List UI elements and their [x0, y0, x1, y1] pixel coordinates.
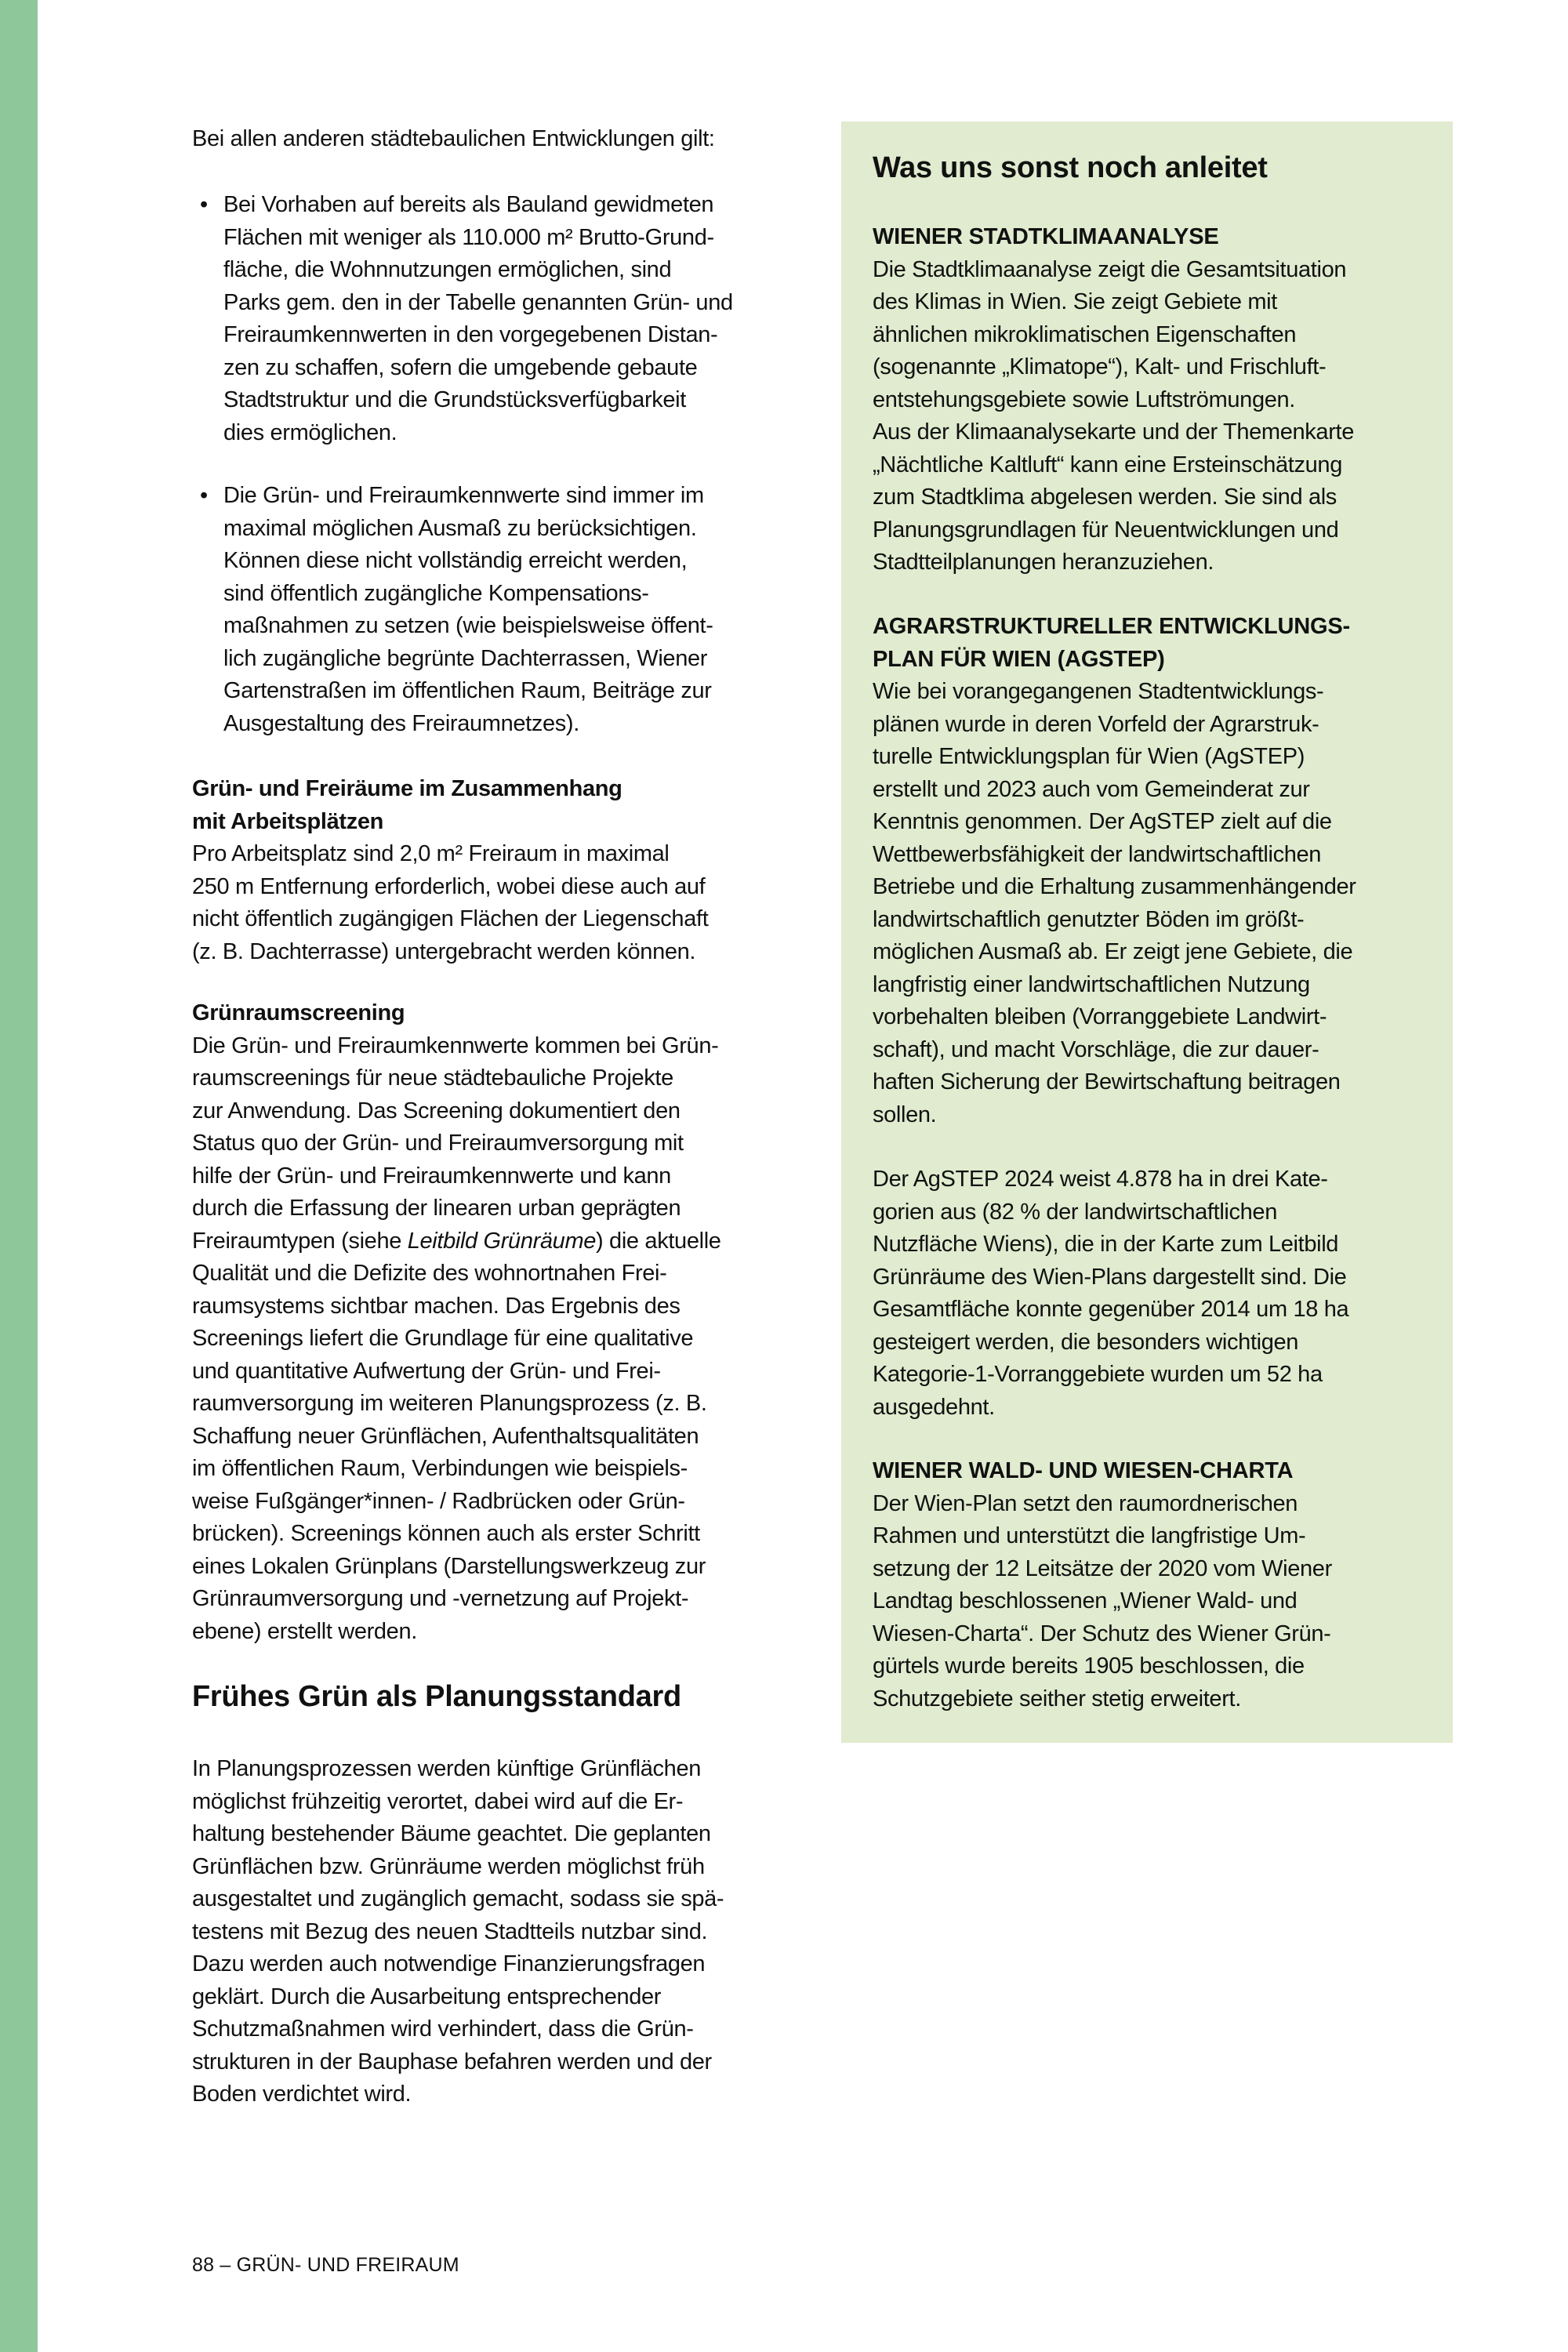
text-line: eines Lokalen Grünplans (Darstellungswerkzeug zur [192, 1553, 706, 1579]
section-title: Frühes Grün als Planungsstandard [192, 1680, 681, 1713]
text-line: Aus der Klimaanalysekarte und der Themenkarte [873, 419, 1354, 445]
text-line: erstellt und 2023 auch vom Gemeinderat zur [873, 776, 1310, 802]
bullet-icon: • [200, 192, 209, 217]
text-line: haften Sicherung der Bewirtschaftung beitragen [873, 1069, 1341, 1094]
text-line: raumversorgung im weiteren Planungsprozess (z. B. [192, 1391, 707, 1416]
text-line: zur Anwendung. Das Screening dokumentiert den [192, 1098, 681, 1123]
text-line: des Klimas in Wien. Sie zeigt Gebiete mit [873, 289, 1277, 314]
text-line: Schutzgebiete seither stetig erweitert. [873, 1686, 1241, 1711]
text-line: dies ermöglichen. [223, 419, 397, 445]
text-line: Der Wien-Plan setzt den raumordnerischen [873, 1490, 1298, 1516]
text-line: gorien aus (82 % der landwirtschaftlichen [873, 1199, 1277, 1225]
text-line: Die Grün- und Freiraumkennwerte sind immer im [223, 483, 704, 508]
text-line: ebene) erstellt werden. [192, 1618, 417, 1644]
text-line: sollen. [873, 1102, 937, 1127]
text-segment: Freiraumtypen (siehe [192, 1228, 408, 1254]
text-line: Dazu werden auch notwendige Finanzierungsfragen [192, 1951, 706, 1976]
text-line: Gesamtfläche konnte gegenüber 2014 um 18 ha [873, 1297, 1349, 1322]
italic-reference: Leitbild Grünräume [407, 1228, 597, 1254]
text-line: landwirtschaftlich genutzter Böden im größt- [873, 906, 1305, 932]
info-section-heading: WIENER STADTKLIMAANALYSE [873, 224, 1219, 249]
text-line: Rahmen und unterstützt die langfristige Um- [873, 1523, 1306, 1548]
text-line: Wettbewerbsfähigkeit der landwirtschaftlichen [873, 841, 1322, 867]
text-line: „Nächtliche Kaltluft“ kann eine Ersteinschätzung [873, 452, 1342, 477]
intro-text [192, 123, 715, 156]
text-line: zum Stadtklima abgelesen werden. Sie sind als [873, 485, 1337, 510]
text-line: Der AgSTEP 2024 weist 4.878 ha in drei Kate- [873, 1167, 1328, 1192]
intro-line: Bei allen anderen städtebaulichen Entwicklungen gilt: [192, 126, 715, 151]
text-line: Betriebe und die Erhaltung zusammenhängender [873, 874, 1356, 899]
info-section-stadtklima [873, 221, 1354, 579]
text-line: turelle Entwicklungsplan für Wien (AgSTEP) [873, 744, 1305, 769]
text-line: Pro Arbeitsplatz sind 2,0 m² Freiraum in maximal [192, 841, 670, 866]
text-line: lich zugängliche begrünte Dachterrassen, Wiener [223, 645, 708, 671]
text-line: und quantitative Aufwertung der Grün- und Frei- [192, 1358, 661, 1384]
text-line: im öffentlichen Raum, Verbindungen wie beispiels- [192, 1456, 688, 1481]
text-line: brücken). Screenings können auch als erster Schritt [192, 1521, 700, 1546]
text-line: Stadtteilplanungen heranzuziehen. [873, 550, 1214, 575]
info-section-heading: PLAN FÜR WIEN (AGSTEP) [873, 646, 1165, 672]
text-line: plänen wurde in deren Vorfeld der Agrarstruk- [873, 711, 1319, 737]
text-line: nicht öffentlich zugängigen Flächen der Liegenschaft [192, 906, 709, 931]
info-paragraph-agstep-2024 [873, 1163, 1348, 1424]
text-line: In Planungsprozessen werden künftige Grünflächen [192, 1756, 702, 1781]
text-line: Landtag beschlossenen „Wiener Wald- und [873, 1588, 1298, 1613]
text-line: raumscreenings für neue städtebauliche Projekte [192, 1065, 673, 1091]
section-fruehes-gruen [192, 1678, 724, 2111]
text-line: haltung bestehender Bäume geachtet. Die geplanten [192, 1821, 711, 1846]
bullet-2-lines [223, 480, 713, 740]
text-line: möglichen Ausmaß ab. Er zeigt jene Gebiete, die [873, 939, 1353, 964]
info-section-heading: AGRARSTRUKTURELLER ENTWICKLUNGS- [873, 614, 1351, 639]
text-line: Wie bei vorangegangenen Stadtentwicklungs- [873, 679, 1324, 704]
text-line: Boden verdichtet wird. [192, 2082, 412, 2107]
text-line: 250 m Entfernung erforderlich, wobei diese auch auf [192, 873, 706, 899]
text-line: möglichst frühzeitig verortet, dabei wird auf die Er- [192, 1788, 684, 1814]
text-line: Bei Vorhaben auf bereits als Bauland gewidmeten [223, 192, 714, 217]
text-line: (sogenannte „Klimatope“), Kalt- und Frischluft- [873, 354, 1327, 379]
text-line: Gartenstraßen im öffentlichen Raum, Beiträge zur [223, 678, 712, 703]
page-footer [192, 2252, 459, 2278]
text-line: vorbehalten bleiben (Vorranggebiete Landwirt- [873, 1004, 1327, 1029]
text-line: hilfe der Grün- und Freiraumkennwerte und kann [192, 1163, 671, 1189]
text-line: gürtels wurde bereits 1905 beschlossen, die [873, 1653, 1305, 1679]
text-line: Grünräume des Wien-Plans dargestellt sind. Die [873, 1264, 1347, 1290]
text-line: Die Stadtklimaanalyse zeigt die Gesamtsituation [873, 256, 1347, 282]
text-line: Nutzfläche Wiens), die in der Karte zum Leitbild [873, 1232, 1339, 1257]
text-line: Können diese nicht vollständig erreicht werden, [223, 548, 688, 573]
text-line: Grünflächen bzw. Grünräume werden möglichst früh [192, 1853, 705, 1879]
text-line: Schutzmaßnahmen wird verhindert, dass die Grün- [192, 2016, 694, 2042]
text-line: setzung der 12 Leitsätze der 2020 vom Wiener [873, 1555, 1332, 1581]
text-line-with-italic [192, 1225, 721, 1258]
text-line: (z. B. Dachterrasse) untergebracht werden können. [192, 938, 696, 964]
section-heading: Grünraumscreening [192, 1000, 405, 1025]
text-line: durch die Erfassung der linearen urban geprägten [192, 1196, 681, 1221]
text-line: maximal möglichen Ausmaß zu berücksichtigen. [223, 515, 697, 541]
text-line: maßnahmen zu setzen (wie beispielsweise öffent- [223, 613, 713, 638]
info-section-agstep [873, 611, 1356, 1131]
text-line: ausgestaltet und zugänglich gemacht, sodass sie spä- [192, 1886, 724, 1911]
info-box-title: Was uns sonst noch anleitet [873, 151, 1268, 184]
text-line: langfristig einer landwirtschaftlichen Nutzung [873, 971, 1310, 997]
bullet-item-2 [200, 480, 713, 740]
section-heading: Grün- und Freiräume im Zusammenhang [192, 776, 622, 801]
bullet-item-1 [200, 189, 733, 449]
text-line: ähnlichen mikroklimatischen Eigenschaften [873, 321, 1297, 347]
section-heading: mit Arbeitsplätzen [192, 808, 383, 834]
text-line: Parks gem. den in der Tabelle genannten Grün- und [223, 289, 733, 315]
text-line: Screenings liefert die Grundlage für eine qualitative [192, 1326, 694, 1351]
bullet-icon: • [200, 483, 209, 508]
text-line: Die Grün- und Freiraumkennwerte kommen bei Grün- [192, 1033, 719, 1058]
bullet-1-lines [223, 189, 733, 449]
text-line: Status quo der Grün- und Freiraumversorgung mit [192, 1131, 684, 1156]
text-line: gesteigert werden, die besonders wichtigen [873, 1329, 1299, 1355]
text-line: Wiesen-Charta“. Der Schutz des Wiener Grün- [873, 1621, 1331, 1646]
text-line: Schaffung neuer Grünflächen, Aufenthaltsqualitäten [192, 1423, 699, 1449]
text-line: fläche, die Wohnnutzungen ermöglichen, sind [223, 257, 672, 282]
text-line: strukturen in der Bauphase befahren werden und der [192, 2049, 712, 2074]
chapter-color-bar [0, 0, 38, 2352]
footer-separator: – [220, 2254, 231, 2276]
text-line: Planungsgrundlagen für Neuentwicklungen und [873, 517, 1339, 543]
text-line: testens mit Bezug des neuen Stadtteils nutzbar sind. [192, 1918, 708, 1944]
text-line: sind öffentlich zugängliche Kompensations- [223, 580, 649, 606]
text-segment: ) die aktuelle [596, 1228, 721, 1254]
text-line: geklärt. Durch die Ausarbeitung entsprechender [192, 1984, 662, 2009]
section-arbeitsplaetze [192, 773, 708, 968]
text-line: zen zu schaffen, sofern die umgebende gebaute [223, 354, 698, 380]
text-line: Grünraumversorgung und -vernetzung auf Projekt- [192, 1586, 689, 1611]
section-screening [192, 997, 721, 1648]
text-line: Kategorie-1-Vorranggebiete wurden um 52 ha [873, 1362, 1323, 1387]
text-line: Kenntnis genommen. Der AgSTEP zielt auf die [873, 809, 1332, 834]
text-line: raumsystems sichtbar machen. Das Ergebnis des [192, 1293, 681, 1319]
info-section-charta [873, 1455, 1332, 1715]
text-line: ausgedehnt. [873, 1394, 995, 1420]
footer-section-name: GRÜN- UND FREIRAUM [236, 2254, 459, 2276]
text-line: Freiraumkennwerten in den vorgegebenen Distan- [223, 322, 718, 347]
text-line: Flächen mit weniger als 110.000 m² Brutto-Grund- [223, 224, 714, 250]
text-line: weise Fußgänger*innen- / Radbrücken oder Grün- [192, 1488, 685, 1514]
text-line: Qualität und die Defizite des wohnortnahen Frei- [192, 1261, 667, 1286]
info-section-heading: WIENER WALD- UND WIESEN-CHARTA [873, 1458, 1294, 1483]
page-number: 88 [192, 2254, 215, 2276]
text-line: Stadtstruktur und die Grundstücksverfügbarkeit [223, 387, 686, 412]
info-box-title-block [873, 149, 1268, 187]
text-line: Ausgestaltung des Freiraumnetzes). [223, 710, 579, 736]
text-line: schaft), und macht Vorschläge, die zur dauer- [873, 1036, 1319, 1062]
text-line: entstehungsgebiete sowie Luftströmungen. [873, 387, 1295, 412]
